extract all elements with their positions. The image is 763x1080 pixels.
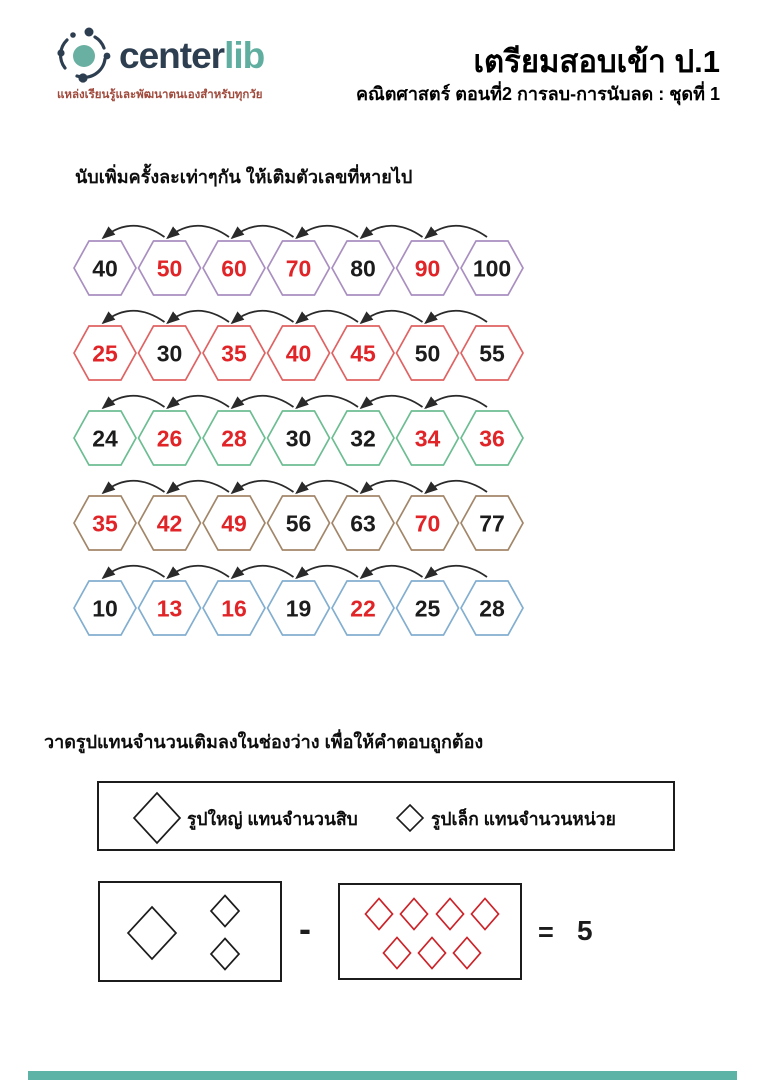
brand-secondary: lib (224, 34, 265, 76)
hexagon-number: 50 (414, 340, 441, 367)
hexagon-number: 56 (285, 510, 312, 537)
count-back-arrow (297, 396, 359, 408)
count-back-arrow (168, 396, 230, 408)
count-back-arrow (361, 566, 423, 578)
count-back-arrow (103, 481, 165, 493)
count-back-arrow (297, 566, 359, 578)
hexagon-number-answer: 36 (479, 425, 505, 452)
hexagon-number: 100 (472, 255, 512, 282)
hexagon-number-answer: 70 (285, 255, 312, 282)
hexagon-number-answer: 40 (285, 340, 312, 367)
count-back-arrow (297, 226, 359, 238)
minuend-box (98, 881, 282, 982)
subtrahend-diamonds (340, 885, 520, 978)
red-unit-diamond (366, 899, 393, 930)
hex-row-1 (73, 228, 525, 306)
red-unit-diamond (472, 899, 499, 930)
hexagon-number: 19 (285, 595, 312, 622)
hexagon-number-answer: 25 (92, 340, 118, 367)
brand-tagline: แหล่งเรียนรู้และพัฒนาตนเองสำหรับทุกวัย (57, 89, 263, 101)
subtrahend-box (338, 883, 522, 980)
hex-row-3 (73, 398, 525, 476)
count-back-arrow (232, 396, 294, 408)
count-back-arrow (361, 226, 423, 238)
count-back-arrow (168, 566, 230, 578)
hexagon-number-answer: 28 (221, 425, 247, 452)
count-back-arrow (426, 226, 488, 238)
hexagon-number: 28 (479, 595, 505, 622)
hexagon-number-answer: 50 (156, 255, 183, 282)
count-back-arrow (103, 311, 165, 323)
hexagon-number: 10 (92, 595, 118, 622)
legend-box (97, 781, 675, 851)
minus-sign: - (299, 908, 311, 949)
red-unit-diamond (437, 899, 464, 930)
legend-small-label: รูปเล็ก แทนจำนวนหน่วย (431, 809, 616, 829)
hexagon-number: 80 (350, 255, 376, 282)
hexagon-number-answer: 60 (221, 255, 247, 282)
hexagon-number: 30 (156, 340, 183, 367)
hexagon-number: 30 (285, 425, 312, 452)
hexagon-number-answer: 13 (156, 595, 183, 622)
count-back-arrow (168, 226, 230, 238)
count-back-arrow (361, 311, 423, 323)
hex-row-5 (73, 568, 525, 646)
brand-primary: center (119, 34, 225, 76)
count-back-arrow (426, 311, 488, 323)
legend-big-diamond-icon (133, 792, 181, 844)
hexagon-number-answer: 35 (92, 510, 118, 537)
hexagon-number-answer: 49 (221, 510, 247, 537)
drawing-instruction: วาดรูปแทนจำนวนเติมลงในช่องว่าง เพื่อให้คำตอบถูกต้อง (44, 732, 484, 752)
count-back-arrow (232, 566, 294, 578)
hexagon-number-answer: 35 (221, 340, 247, 367)
hexagon-number-answer: 42 (156, 510, 183, 537)
count-back-arrow (426, 396, 488, 408)
hexagon-number-answer: 45 (350, 340, 376, 367)
hexagon-rows (73, 228, 525, 653)
equals-sign: = (538, 917, 554, 947)
count-back-arrow (297, 311, 359, 323)
count-back-arrow (232, 481, 294, 493)
count-back-arrow (168, 311, 230, 323)
brand-wordmark (119, 34, 265, 76)
count-back-arrow (103, 566, 165, 578)
hex-row-4 (73, 483, 525, 561)
count-back-arrow (361, 396, 423, 408)
count-back-arrow (103, 396, 165, 408)
hexagon-number: 77 (479, 510, 505, 537)
hexagon-number: 40 (92, 255, 118, 282)
count-back-arrow (426, 566, 488, 578)
hexagon-number-answer: 16 (221, 595, 247, 622)
unit-diamond (211, 939, 239, 970)
hexagon-number: 55 (479, 340, 505, 367)
unit-diamond (211, 896, 239, 927)
result-value: 5 (577, 915, 593, 946)
centerlib-logo-icon (55, 26, 113, 84)
hexagon-number-answer: 34 (414, 425, 441, 452)
red-unit-diamond (454, 938, 481, 969)
hex-row-2 (73, 313, 525, 391)
red-unit-diamond (384, 938, 411, 969)
minuend-diamonds (100, 883, 280, 980)
count-back-arrow (361, 481, 423, 493)
hexagon-number: 24 (92, 425, 118, 452)
page-subtitle: คณิตศาสตร์ ตอนที่2 การลบ-การนับลด : ชุดที่ 1 (355, 84, 720, 104)
footer-accent-bar (28, 1071, 737, 1080)
counting-instruction: นับเพิ่มครั้งละเท่าๆกัน ให้เติมตัวเลขที่หายไป (75, 167, 413, 187)
hexagon-number-answer: 70 (414, 510, 441, 537)
count-back-arrow (232, 226, 294, 238)
centerlib-logo (55, 26, 264, 84)
hexagon-number: 25 (414, 595, 441, 622)
count-back-arrow (103, 226, 165, 238)
count-back-arrow (168, 481, 230, 493)
red-unit-diamond (419, 938, 446, 969)
count-back-arrow (297, 481, 359, 493)
tens-diamond (128, 907, 176, 959)
hexagon-number-answer: 90 (414, 255, 441, 282)
page-title: เตรียมสอบเข้า ป.1 (473, 44, 720, 79)
hexagon-number: 32 (350, 425, 376, 452)
hexagon-number-answer: 26 (156, 425, 183, 452)
hexagon-number: 63 (350, 510, 376, 537)
hexagon-number-answer: 22 (350, 595, 376, 622)
legend-small-diamond-icon (396, 804, 424, 832)
legend-big-label: รูปใหญ่ แทนจำนวนสิบ (187, 809, 358, 829)
red-unit-diamond (401, 899, 428, 930)
count-back-arrow (232, 311, 294, 323)
count-back-arrow (426, 481, 488, 493)
